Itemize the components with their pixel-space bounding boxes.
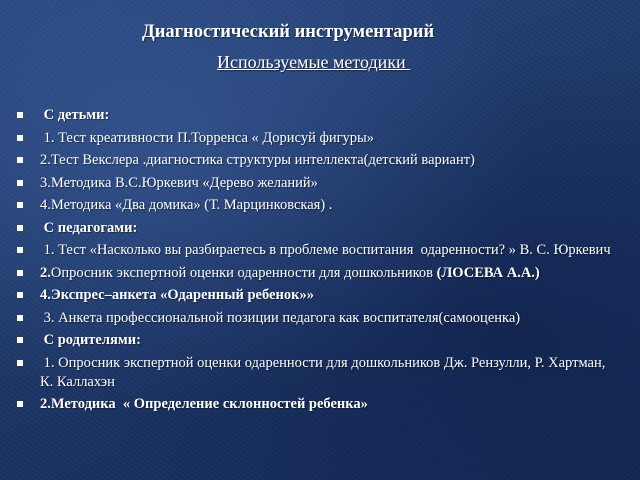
list-item (16, 331, 616, 350)
slide-title: Диагностический инструментарий (142, 22, 435, 42)
list-item-text: Опросник экспертной оценки одаренности для дошкольников (50, 264, 437, 281)
square-bullet-icon (17, 315, 23, 321)
methods-list (16, 106, 616, 418)
square-bullet-icon (17, 112, 23, 118)
list-item (16, 106, 616, 125)
square-bullet-icon (17, 135, 23, 141)
list-item-text: 2. (40, 264, 51, 281)
list-item (16, 395, 616, 414)
square-bullet-icon (17, 270, 23, 276)
square-bullet-icon (17, 360, 23, 366)
square-bullet-icon (17, 157, 23, 163)
list-item-text: 4.Методика «Два домика» (Т. Марцинковская) . (40, 197, 333, 213)
square-bullet-icon (17, 337, 23, 343)
list-item (16, 354, 616, 392)
list-item-text: С детьми: (40, 107, 110, 123)
list-item (16, 151, 616, 170)
list-item-text: 2.Методика « Определение склонностей ребенка» (40, 396, 368, 412)
square-bullet-icon (17, 180, 23, 186)
list-item-text: С родителями: (40, 332, 141, 348)
list-item (16, 264, 616, 283)
square-bullet-icon (17, 401, 23, 407)
list-item-text: 3. Анкета профессиональной позиции педагога как воспитателя(самооценка) (40, 309, 521, 326)
square-bullet-icon (17, 202, 23, 208)
list-item-text: 1. Опросник экспертной оценки одаренности для дошкольников Дж. Рензулли, Р. Хартман, К. Каллахэн (40, 354, 609, 390)
list-item (16, 241, 616, 260)
square-bullet-icon (17, 247, 23, 253)
slide-subtitle: Используемые методики (217, 52, 411, 72)
list-item (16, 286, 616, 305)
list-item-text: 1. Тест креативности П.Торренса « Дорисуй фигуры» (40, 129, 375, 146)
list-item-text: 3.Методика В.С.Юркевич «Дерево желаний» (40, 174, 318, 191)
list-item (16, 309, 616, 328)
list-item (16, 196, 616, 215)
square-bullet-icon (17, 292, 23, 298)
list-item-text: 4.Экспрес–анкета «Одаренный ребенок»» (40, 287, 314, 303)
list-item-text: 2.Тест Векслера .диагностика структуры интеллекта(детский вариант) (40, 152, 475, 168)
list-item-text: (ЛОСЕВА А.А.) (436, 264, 540, 281)
list-item (16, 219, 616, 238)
list-item-text: 1. Тест «Насколько вы разбираетесь в проблеме воспитания одаренности? » В. С. Юркевич (40, 242, 611, 258)
list-item-text: С педагогами: (40, 219, 138, 236)
list-item (16, 174, 616, 193)
square-bullet-icon (17, 225, 23, 231)
list-item (16, 129, 616, 148)
